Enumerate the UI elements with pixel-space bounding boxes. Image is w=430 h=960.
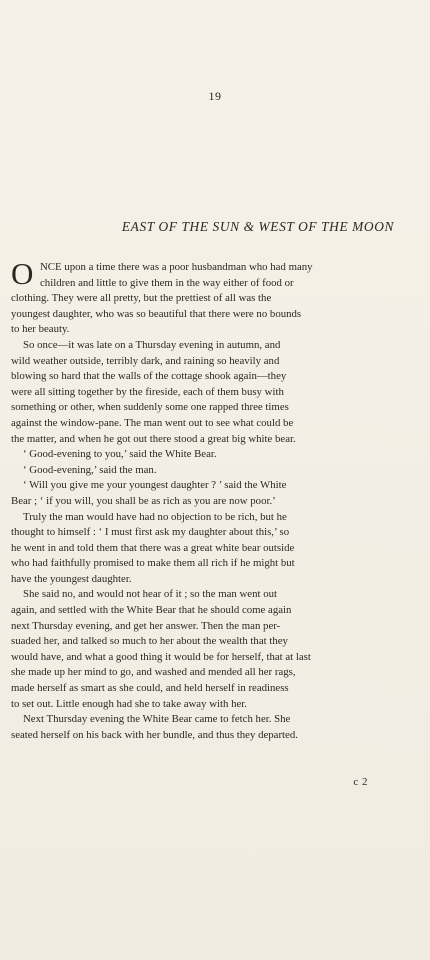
text-line-18: thought to himself : ‘ I must first ask my daughter about this,’ so [11,526,290,539]
text-line-22: She said no, and would not hear of it ; so the man went out [23,588,277,601]
text-line-23: again, and settled with the White Bear that he should come again [11,604,292,617]
text-line-3: clothing. They were all pretty, but the prettiest of all was the [11,292,272,305]
text-line-11: against the window-pane. The man went out to see what could be [11,416,294,429]
text-line-content: NCE upon a time there was a poor husbandman who had many [40,261,313,273]
text-line-10: something or other, when suddenly some one rapped three times [11,401,289,414]
text-line-30: Next Thursday evening the White Bear came to fetch her. She [23,713,291,726]
text-line-21: have the youngest daughter. [11,572,132,585]
signature-mark: c 2 [353,776,368,788]
text-line-16: Bear ; ‘ if you will, you shall be as rich as you are now poor.’ [11,494,276,507]
text-line-6: So once—it was late on a Thursday evening in autumn, and [23,338,281,351]
text-line-5: to her beauty. [11,323,70,336]
text-line-9: were all sitting together by the fireside, each of them busy with [11,385,284,398]
text-line-29: to set out. Little enough had she to take away with her. [11,697,247,710]
text-line-14: ‘ Good-evening,’ said the man. [23,463,157,476]
text-line-12: the matter, and when he got out there stood a great big white bear. [11,432,296,445]
drop-cap: O [11,256,34,291]
text-line-13: ‘ Good-evening to you,’ said the White Bear. [23,448,217,461]
chapter-title: EAST OF THE SUN & WEST OF THE MOON [121,219,394,234]
text-line-17: Truly the man would have had no objection to be rich, but he [23,510,287,523]
text-line-19: he went in and told them that there was a great white bear outside [11,541,295,554]
text-line-7: wild weather outside, terribly dark, and raining so heavily and [11,354,280,367]
text-line-24: next Thursday evening, and get her answer. Then the man per- [11,619,281,632]
story-text [11,256,419,743]
text-line-2: children and little to give them in the way either of food or [40,276,294,289]
text-line-31: seated herself on his back with her bundle, and thus they departed. [11,728,298,741]
text-line-26: would have, and what a good thing it would be for herself, that at last [11,650,311,663]
text-line-20: who had faithfully promised to make them all rich if he might but [11,557,295,570]
page-number: 19 [208,89,222,103]
text-line-15: ‘ Will you give me your youngest daughter ? ’ said the White [23,479,287,492]
text-line-4: youngest daughter, who was so beautiful that there were no bounds [11,307,302,320]
text-line-25: suaded her, and talked so much to her about the wealth that they [11,635,288,648]
text-line-8: blowing so hard that the walls of the cottage shook again—they [11,370,287,383]
text-line-28: made herself as smart as she could, and held herself in readiness [11,682,289,695]
text-line-27: she made up her mind to go, and washed and mended all her rags, [11,666,296,679]
